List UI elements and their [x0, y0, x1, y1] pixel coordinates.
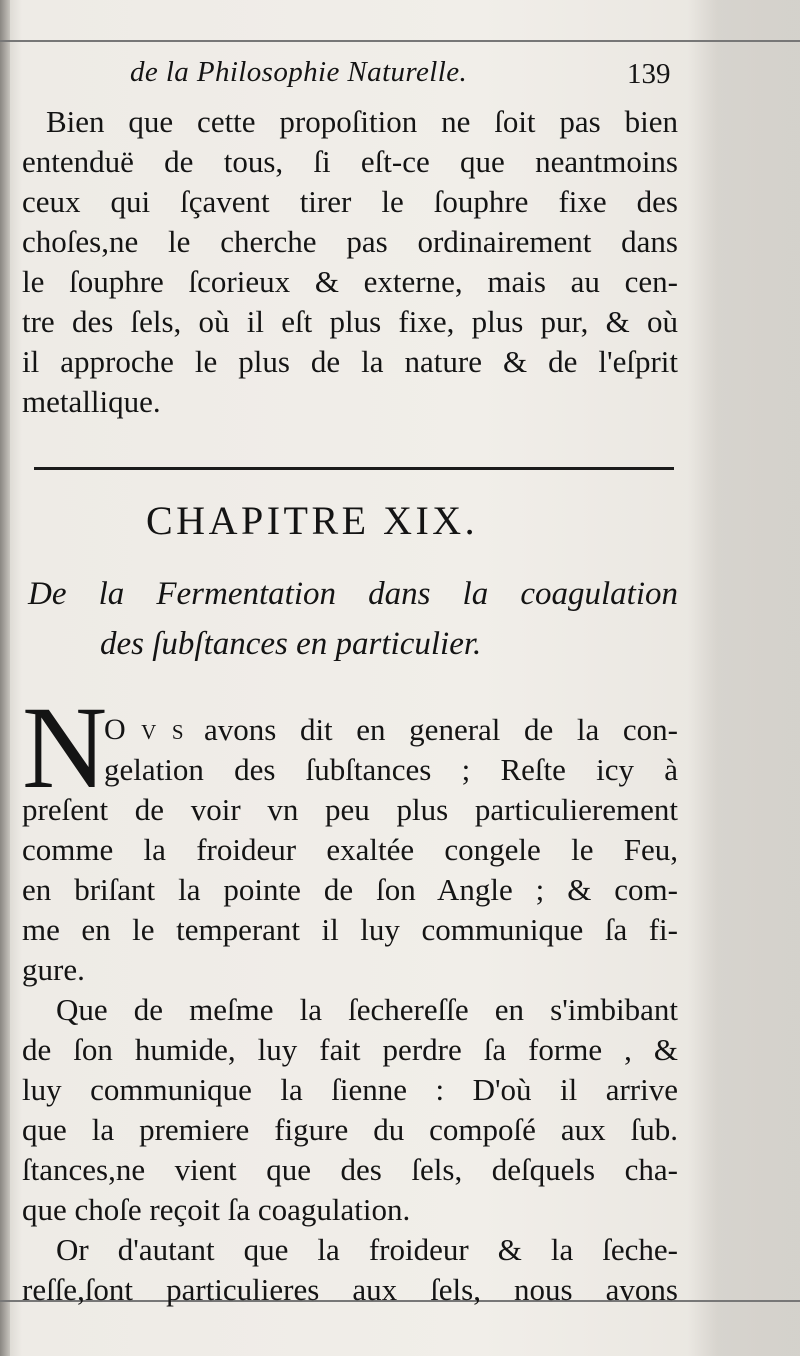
body-line: gelation des ſubſtances ; Reſte icy à: [104, 752, 678, 787]
body-line: luy communique la ſienne : D'où il arrive: [22, 1072, 678, 1107]
paragraph-line: Bien que cette propoſition ne ſoit pas bien: [46, 104, 678, 139]
body-line: Or d'autant que la froideur & la ſeche-: [56, 1232, 678, 1267]
body-line: que la premiere figure du compoſé aux ſub.: [22, 1112, 678, 1147]
chapter-heading: CHAPITRE XIX.: [146, 498, 479, 543]
paragraph-line: metallique.: [22, 384, 161, 419]
body-line: avons dit en general de la con-: [204, 712, 678, 747]
paragraph-line: il approche le plus de la nature & de l'eſprit: [22, 344, 678, 379]
chapter-subtitle-line: des ſubſtances en particulier.: [100, 626, 482, 662]
body-line: Que de meſme la ſechereſſe en s'imbibant: [56, 992, 678, 1027]
paragraph-line: entenduë de tous, ſi eſt-ce que neantmoins: [22, 144, 678, 179]
body-line: en briſant la pointe de ſon Angle ; & com-: [22, 872, 678, 907]
body-line: gure.: [22, 952, 85, 987]
paragraph-line: ceux qui ſçavent tirer le ſouphre fixe des: [22, 184, 678, 219]
page-edge-shadow: [688, 0, 800, 1356]
paragraph-line: choſes,ne le cherche pas ordinairement dans: [22, 224, 678, 259]
body-line: reſſe,ſont particulieres aux ſels, nous avons: [22, 1272, 678, 1307]
body-line: comme la froideur exaltée congele le Feu,: [22, 832, 678, 867]
running-title: de la Philosophie Naturelle.: [130, 56, 468, 88]
first-word-caps: O v s: [104, 713, 188, 746]
drop-cap: N: [22, 682, 108, 813]
body-line: de ſon humide, luy fait perdre ſa forme , &: [22, 1032, 678, 1067]
paragraph-line: tre des ſels, où il eſt plus fixe, plus pur, & où: [22, 304, 678, 339]
body-line: ſtances,ne vient que des ſels, deſquels cha-: [22, 1152, 678, 1187]
body-line: me en le temperant il luy communique ſa fi-: [22, 912, 678, 947]
binding-edge: [0, 0, 10, 1356]
body-line: preſent de voir vn peu plus particulierement: [22, 792, 678, 827]
chapter-subtitle-line: De la Fermentation dans la coagulation: [28, 576, 678, 612]
top-frame-line: [0, 40, 800, 42]
body-line: que choſe reçoit ſa coagulation.: [22, 1192, 411, 1227]
section-divider: [34, 467, 674, 470]
page-number: 139: [627, 58, 671, 90]
paragraph-line: le ſouphre ſcorieux & externe, mais au cen-: [22, 264, 678, 299]
